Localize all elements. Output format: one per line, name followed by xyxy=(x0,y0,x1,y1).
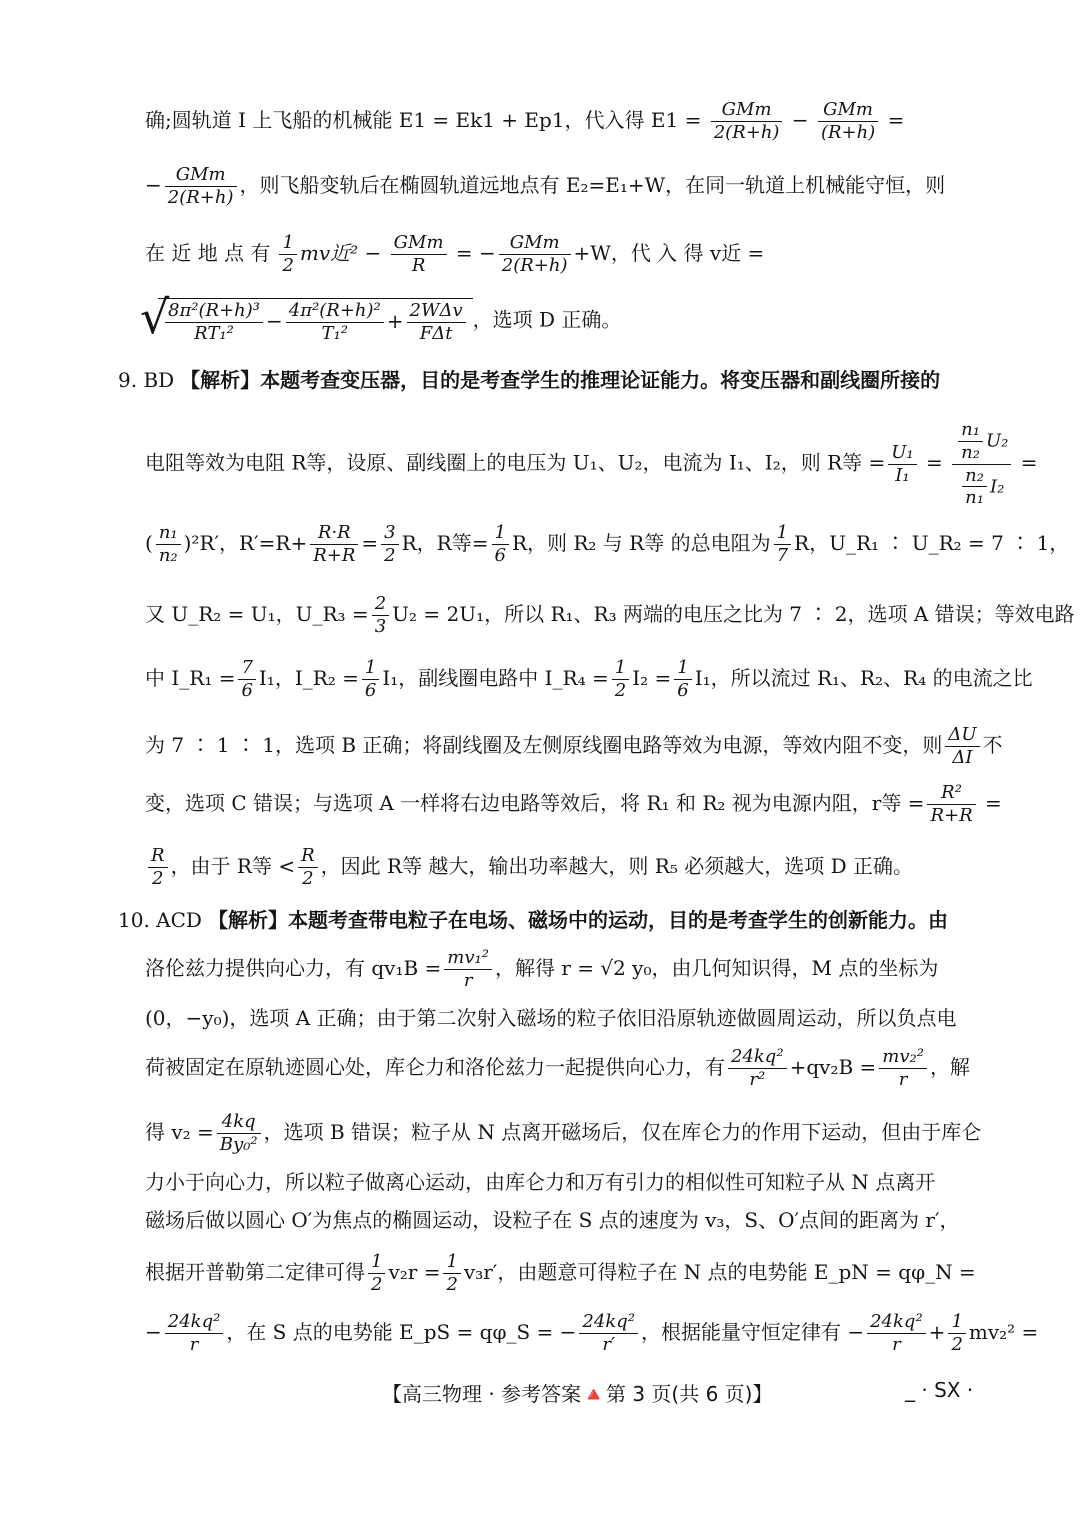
numerator: GMm xyxy=(818,100,878,122)
text-segment: ，根据能量守恒定律有 − xyxy=(640,1319,865,1344)
q10-line-7 xyxy=(145,1208,960,1233)
text-segment: I₁，所以流过 R₁、R₂、R₄ 的电流之比 xyxy=(694,665,1033,690)
q10-line-4 xyxy=(145,1046,970,1090)
fraction xyxy=(165,301,263,344)
denominator: 6 xyxy=(677,679,689,701)
text-segment: 洛伦兹力提供向心力，有 qv₁B = xyxy=(145,955,442,980)
fraction xyxy=(958,420,983,463)
text-segment: R，则 R₂ 与 R等 的总电阻为 xyxy=(511,530,771,555)
fraction xyxy=(492,523,509,566)
q9-line-2 xyxy=(145,419,1038,509)
math-segment: mv近² − xyxy=(299,240,388,265)
text-segment: 为 7 ∶ 1 ∶ 1，选项 B 正确；将副线圈及左侧原线圈电路等效为电源，等效内阻不变，则 xyxy=(145,732,943,757)
denominator: FΔt xyxy=(419,322,453,344)
question-9-header xyxy=(118,368,960,393)
operator: + xyxy=(386,308,404,333)
fraction xyxy=(217,1112,261,1155)
denominator: 2 xyxy=(152,867,164,889)
numerator: 1 xyxy=(948,1312,965,1334)
denominator: 2 xyxy=(384,544,396,566)
numerator: 3 xyxy=(381,523,398,545)
text-segment: I₁，I_R₂ = xyxy=(258,665,359,690)
numerator: 8π²(R+h)³ xyxy=(165,301,263,323)
text-segment: v₂r = xyxy=(388,1259,441,1284)
numerator: 7 xyxy=(238,658,255,680)
text-segment: I₂ xyxy=(989,475,1005,497)
text-segment: p1，代入得 E xyxy=(539,107,666,132)
text-segment: +qv₂B = xyxy=(789,1054,877,1079)
text-line-2 xyxy=(145,165,960,208)
q9-line-4 xyxy=(145,593,1075,637)
denominator: ΔI xyxy=(952,746,973,768)
text-segment: U₂ = 2U₁，所以 R₁、R₃ 两端的电压之比为 7 ∶ 2，选项 A 错误；等效电路 xyxy=(392,601,1075,626)
text-segment: 不 xyxy=(982,732,1003,757)
fraction xyxy=(156,523,181,566)
question-intro: 本题考查带电粒子在电场、磁场中的运动，目的是考查学生的创新能力。由 xyxy=(287,908,948,932)
denominator: 2 xyxy=(282,254,294,276)
numerator: n₁ xyxy=(958,420,983,442)
denominator: 6 xyxy=(494,544,506,566)
denominator: 2 xyxy=(446,1273,458,1295)
numerator: GMm xyxy=(499,233,571,255)
text-segment: 力小于向心力，所以粒子做离心运动，由库仑力和万有引力的相似性可知粒子从 N 点离开 xyxy=(145,1170,936,1194)
text-segment: (0，−y₀)，选项 A 正确；由于第二次射入磁场的粒子依旧沿原轨迹做圆周运动，所以负点电 xyxy=(145,1006,957,1030)
fraction xyxy=(927,783,975,826)
text-segment: 在 近 地 点 有 xyxy=(145,240,271,265)
fraction xyxy=(286,301,384,344)
radicand xyxy=(158,298,473,344)
operator: + xyxy=(928,1319,946,1344)
fraction xyxy=(888,443,916,486)
denominator: 2 xyxy=(302,867,314,889)
numerator: R² xyxy=(927,783,975,805)
fraction xyxy=(867,1312,926,1355)
denominator: r xyxy=(463,969,473,991)
denominator: r xyxy=(892,1333,901,1355)
text-segment: 电阻等效为电阻 R等，设原、副线圈上的电压为 U₁、U₂，电流为 I₁、I₂，则 R等 = xyxy=(145,450,886,475)
numerator: 2WΔv xyxy=(407,301,466,323)
numerator: R·R xyxy=(310,523,358,545)
fraction xyxy=(148,846,168,889)
radical-sign: √ xyxy=(140,290,170,344)
operator: = − xyxy=(449,240,496,265)
text-segment: ，选项 B 错误；粒子从 N 点离开磁场后，仅在库仑力的作用下运动，但由于库仑 xyxy=(263,1119,982,1144)
numerator: mv₂² xyxy=(879,1047,927,1069)
text-segment: ，选项 D 正确。 xyxy=(472,307,622,332)
question-number: 10. ACD xyxy=(118,908,202,932)
numerator: 4π²(R+h)² xyxy=(286,301,384,323)
numerator: GMm xyxy=(165,165,237,187)
operator: = xyxy=(1014,450,1038,475)
analysis-tag: 【解析】 xyxy=(207,908,288,932)
fraction xyxy=(165,1312,224,1355)
compound-fraction xyxy=(952,420,1011,508)
square-root xyxy=(140,290,473,344)
text-segment: ，则飞船变轨后在椭圆轨道远地点有 E₂=E₁+W，在同一轨道上机械能守恒，则 xyxy=(239,172,946,197)
denominator: I₁ xyxy=(895,464,910,486)
denominator xyxy=(952,465,1011,509)
denominator: 7 xyxy=(776,544,789,566)
text-segment: )²R′，R′=R+ xyxy=(183,530,308,555)
q9-line-8 xyxy=(145,846,960,889)
fraction xyxy=(818,100,878,143)
fraction xyxy=(279,233,296,276)
denominator: RT₁² xyxy=(194,322,234,344)
numerator: 1 xyxy=(443,1252,460,1274)
fraction xyxy=(372,594,389,637)
fraction xyxy=(711,100,783,143)
q10-line-9 xyxy=(145,1311,1039,1355)
denominator: n₂ xyxy=(158,544,178,566)
fraction xyxy=(298,846,318,889)
denominator: 2 xyxy=(951,1333,963,1355)
fraction xyxy=(362,658,379,701)
fraction xyxy=(674,658,691,701)
fraction xyxy=(238,658,255,701)
q10-line-3 xyxy=(145,1006,960,1031)
numerator: GMm xyxy=(711,100,783,122)
q10-line-2 xyxy=(145,948,960,991)
text-segment: ，在 S 点的电势能 E_pS = qφ_S = − xyxy=(226,1319,577,1344)
text-segment: I₁，副线圈电路中 I_R₄ = xyxy=(382,665,609,690)
text-segment: v₃r′，由题意可得粒子在 N 点的电势能 E_pN = qφ_N = xyxy=(463,1259,976,1284)
q10-line-6 xyxy=(145,1170,960,1195)
footer-page-info: 【高三物理 · 参考答案🔺第 3 页(共 6 页)】 xyxy=(382,1382,773,1406)
text-segment: ，解 xyxy=(929,1054,970,1079)
operator: = xyxy=(919,450,950,475)
numerator: 24kq² xyxy=(867,1312,926,1334)
denominator: 6 xyxy=(364,679,377,701)
text-segment: +W，代 入 得 v近 = xyxy=(573,240,765,265)
numerator: mv₁² xyxy=(444,948,492,970)
denominator: T₁² xyxy=(321,322,348,344)
fraction xyxy=(165,165,237,208)
text-segment: ，解得 r = √2 y₀，由几何知识得，M 点的坐标为 xyxy=(494,955,939,980)
fraction xyxy=(368,1252,385,1295)
fraction xyxy=(774,523,791,566)
numerator: 24kq² xyxy=(579,1312,638,1334)
fraction xyxy=(444,948,492,991)
fraction xyxy=(579,1312,638,1355)
numerator: 4kq xyxy=(217,1112,261,1134)
text-segment: ，由于 R等 < xyxy=(170,853,296,878)
operator: = xyxy=(881,107,905,132)
denominator: 3 xyxy=(374,615,387,637)
question-10-header xyxy=(118,908,960,933)
q10-line-8 xyxy=(145,1251,976,1295)
operator: = xyxy=(978,790,1002,815)
fraction xyxy=(391,233,447,276)
denominator: (R+h) xyxy=(820,121,876,143)
numerator: n₂ xyxy=(962,466,987,488)
text-segment: ( xyxy=(145,530,153,555)
operator: − xyxy=(785,107,815,132)
analysis-tag: 【解析】 xyxy=(180,368,261,392)
numerator: 1 xyxy=(279,233,296,255)
denominator: n₂ xyxy=(961,441,980,463)
fraction xyxy=(945,725,979,768)
denominator: 2(R+h) xyxy=(167,186,234,208)
numerator: 24kq² xyxy=(728,1047,787,1069)
question-intro: 本题考查变压器，目的是考查学生的推理论证能力。将变压器和副线圈所接的 xyxy=(260,368,941,392)
numerator: 1 xyxy=(362,658,379,680)
q9-line-3 xyxy=(145,522,1070,566)
denominator: r xyxy=(898,1068,908,1090)
denominator: R+R xyxy=(930,804,973,826)
numerator: 24kq² xyxy=(165,1312,224,1334)
denominator: n₁ xyxy=(965,487,984,509)
question-number: 9. BD xyxy=(118,368,175,392)
fraction xyxy=(310,523,358,566)
text-segment: 磁场后做以圆心 O′为焦点的椭圆运动，设粒子在 S 点的速度为 v₃，S、O′点间的距离为 r′， xyxy=(145,1208,960,1232)
text-segment: k1 + E xyxy=(470,107,540,132)
text-segment: mv₂² = xyxy=(968,1319,1039,1344)
fraction xyxy=(879,1047,927,1090)
q10-line-5 xyxy=(145,1111,982,1155)
text-segment: 中 I_R₁ = xyxy=(145,665,236,690)
operator: − xyxy=(145,1319,162,1344)
fraction xyxy=(612,658,629,701)
text-segment: 根据开普勒第二定律可得 xyxy=(145,1259,365,1284)
fraction xyxy=(499,233,571,276)
fraction xyxy=(381,523,398,566)
denominator: r² xyxy=(749,1068,766,1090)
denominator: R+R xyxy=(313,544,356,566)
text-segment: 1 = xyxy=(665,107,708,132)
q9-line-7 xyxy=(145,782,1002,826)
numerator xyxy=(952,420,1011,465)
text-segment: 1 = E xyxy=(413,107,471,132)
denominator: 2 xyxy=(614,679,627,701)
numerator: R xyxy=(298,846,318,868)
denominator: 6 xyxy=(241,679,253,701)
numerator: 1 xyxy=(612,658,629,680)
denominator: r′ xyxy=(602,1333,616,1355)
numerator: R xyxy=(148,846,168,868)
denominator: R xyxy=(411,254,426,276)
numerator: 1 xyxy=(368,1252,385,1274)
q9-line-5 xyxy=(145,657,1033,701)
text-segment: ，因此 R等 越大，输出功率越大，则 R₅ 必须越大，选项 D 正确。 xyxy=(320,853,913,878)
denominator: By₀² xyxy=(219,1133,258,1155)
text-segment: R，R等= xyxy=(401,530,489,555)
footer-code: _ · SX · xyxy=(905,1378,974,1402)
operator: = xyxy=(361,530,379,555)
fraction xyxy=(728,1047,787,1090)
denominator: 2(R+h) xyxy=(713,121,780,143)
text-segment: U₂ xyxy=(985,430,1009,452)
denominator: 2(R+h) xyxy=(501,254,568,276)
text-segment: 得 v₂ = xyxy=(145,1119,214,1144)
numerator: 1 xyxy=(674,658,691,680)
fraction xyxy=(407,301,466,344)
text-segment: 荷被固定在原轨迹圆心处，库仑力和洛伦兹力一起提供向心力，有 xyxy=(145,1054,725,1079)
operator: − xyxy=(266,308,283,333)
fraction xyxy=(443,1252,460,1295)
text-segment: 变，选项 C 错误；与选项 A 一样将右边电路等效后，将 R₁ 和 R₂ 视为电源内阻，r等 = xyxy=(145,790,925,815)
fraction xyxy=(962,466,987,509)
text-line-4 xyxy=(140,290,955,344)
denominator: 2 xyxy=(371,1273,383,1295)
operator: − xyxy=(145,172,162,197)
text-segment: R，U_R₁ ∶ U_R₂ = 7 ∶ 1， xyxy=(794,530,1070,555)
text-segment: 又 U_R₂ = U₁，U_R₃ = xyxy=(145,601,369,626)
text-line-1 xyxy=(145,100,960,143)
numerator: ΔU xyxy=(945,725,979,747)
numerator: 2 xyxy=(372,594,389,616)
numerator: n₁ xyxy=(156,523,181,545)
numerator: 1 xyxy=(492,523,509,545)
text-line-3 xyxy=(145,233,960,276)
numerator: 1 xyxy=(774,523,791,545)
numerator: GMm xyxy=(391,233,447,255)
numerator: U₁ xyxy=(888,443,916,465)
text-segment: 确;圆轨道 Ⅰ 上飞船的机械能 E xyxy=(145,107,414,132)
text-segment: I₂ = xyxy=(632,665,672,690)
denominator: r xyxy=(189,1333,199,1355)
fraction xyxy=(948,1312,965,1355)
